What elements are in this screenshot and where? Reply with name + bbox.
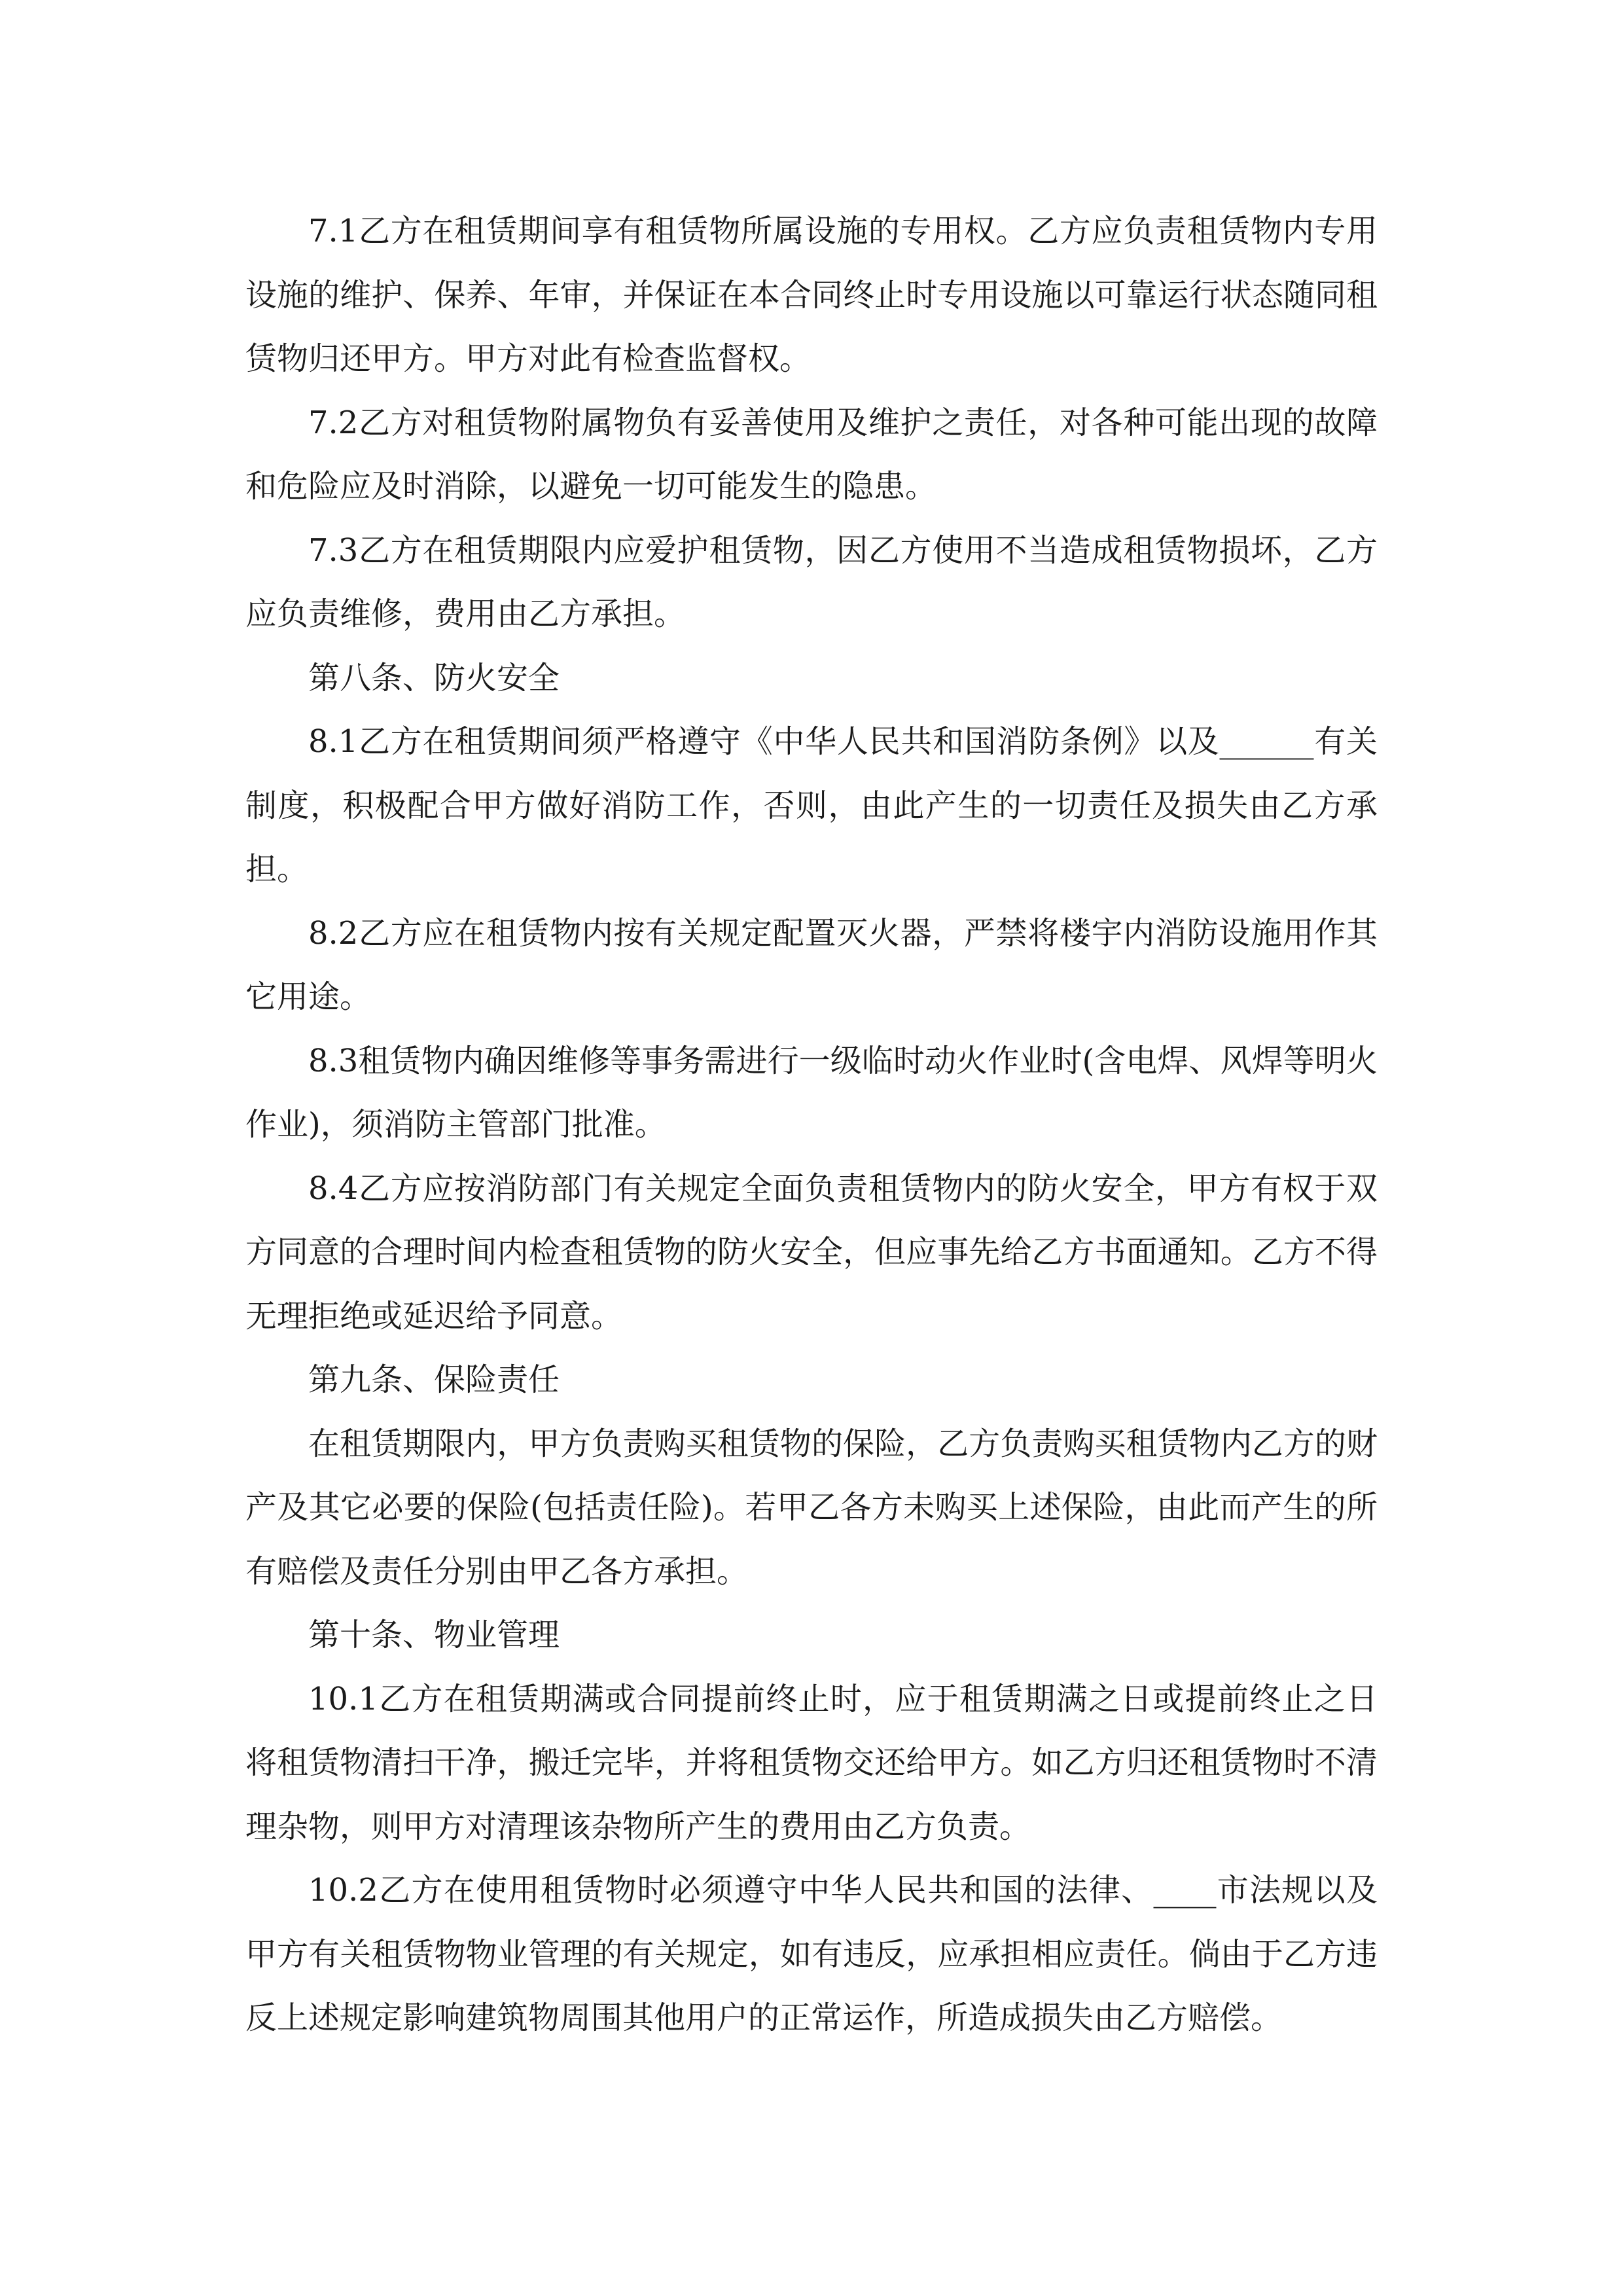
clause-7-1: 7.1乙方在租赁期间享有租赁物所属设施的专用权。乙方应负责租赁物内专用设施的维护、保养、年审，并保证在本合同终止时专用设施以可靠运行状态随同租赁物归还甲方。甲方对此有检查监督权。 <box>245 213 1378 377</box>
article-10-heading: 第十条、物业管理 <box>308 1617 560 1653</box>
clause-7-3: 7.3乙方在租赁期限内应爱护租赁物，因乙方使用不当造成租赁物损坏，乙方应负责维修，费用由乙方承担。 <box>245 531 1378 632</box>
clause-10-2: 10.2乙方在使用租赁物时必须遵守中华人民共和国的法律、____市法规以及甲方有关租赁物物业管理的有关规定，如有违反，应承担相应责任。倘由于乙方违反上述规定影响建筑物周围其他用户的正常运作，所造成损失由乙方赔偿。 <box>245 1872 1378 2036</box>
clause-8-3: 8.3租赁物内确因维修等事务需进行一级临时动火作业时(含电焊、风焊等明火作业)，须消防主管部门批准。 <box>245 1042 1378 1143</box>
article-9-heading: 第九条、保险责任 <box>308 1361 560 1398</box>
clause-7-2: 7.2乙方对租赁物附属物负有妥善使用及维护之责任，对各种可能出现的故障和危险应及时消除，以避免一切可能发生的隐患。 <box>245 404 1378 505</box>
clause-10-1: 10.1乙方在租赁期满或合同提前终止时，应于租赁期满之日或提前终止之日将租赁物清扫干净，搬迁完毕，并将租赁物交还给甲方。如乙方归还租赁物时不清理杂物，则甲方对清理该杂物所产生的费用由乙方负责。 <box>245 1680 1378 1845</box>
clause-8-1: 8.1乙方在租赁期间须严格遵守《中华人民共和国消防条例》以及______有关制度，积极配合甲方做好消防工作，否则，由此产生的一切责任及损失由乙方承担。 <box>245 723 1378 888</box>
document-body <box>245 200 1378 2051</box>
clause-8-2: 8.2乙方应在租赁物内按有关规定配置灭火器，严禁将楼宇内消防设施用作其它用途。 <box>245 914 1378 1015</box>
article-9-body: 在租赁期限内，甲方负责购买租赁物的保险，乙方负责购买租赁物内乙方的财产及其它必要的保险(包括责任险)。若甲乙各方未购买上述保险，由此而产生的所有赔偿及责任分别由甲乙各方承担。 <box>245 1425 1378 1590</box>
clause-8-4: 8.4乙方应按消防部门有关规定全面负责租赁物内的防火安全，甲方有权于双方同意的合理时间内检查租赁物的防火安全，但应事先给乙方书面通知。乙方不得无理拒绝或延迟给予同意。 <box>245 1170 1378 1335</box>
article-8-heading: 第八条、防火安全 <box>308 659 560 696</box>
